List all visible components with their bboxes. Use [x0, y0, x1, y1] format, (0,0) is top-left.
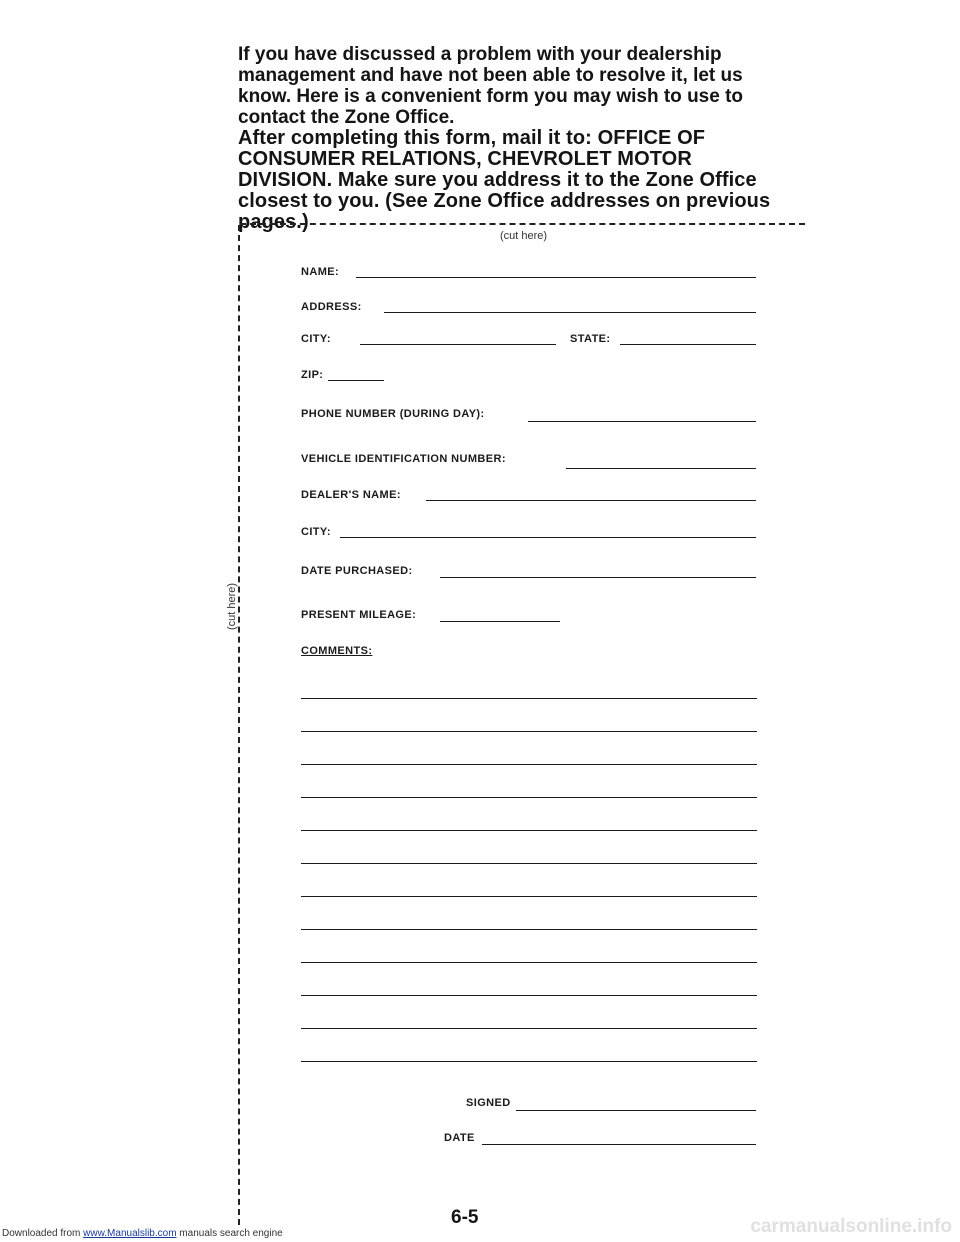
address-field[interactable]	[384, 312, 756, 313]
dealer-name-label: DEALER'S NAME:	[301, 489, 401, 501]
comment-line-3[interactable]	[301, 764, 757, 765]
watermark: carmanualsonline.info	[750, 1216, 952, 1237]
phone-label: PHONE NUMBER (DURING DAY):	[301, 408, 485, 420]
date-label: DATE	[444, 1132, 475, 1144]
comment-line-4[interactable]	[301, 797, 757, 798]
comment-line-9[interactable]	[301, 962, 757, 963]
comment-line-2[interactable]	[301, 731, 757, 732]
dealer-name-field[interactable]	[426, 500, 756, 501]
dealer-city-label: CITY:	[301, 526, 331, 538]
page-number: 6-5	[451, 1207, 479, 1228]
comment-line-12[interactable]	[301, 1061, 757, 1062]
comment-line-1[interactable]	[301, 698, 757, 699]
cut-line-top	[240, 223, 805, 225]
phone-field[interactable]	[528, 421, 756, 422]
vin-label: VEHICLE IDENTIFICATION NUMBER:	[301, 453, 506, 465]
comment-line-11[interactable]	[301, 1028, 757, 1029]
footer-suffix: manuals search engine	[176, 1228, 283, 1239]
signed-field[interactable]	[516, 1110, 756, 1111]
state-label: STATE:	[570, 333, 611, 345]
date-purchased-field[interactable]	[440, 577, 756, 578]
zip-label: ZIP:	[301, 369, 324, 381]
mileage-field[interactable]	[440, 621, 560, 622]
footer-prefix: Downloaded from	[2, 1228, 84, 1239]
intro-text	[238, 44, 786, 233]
city-field[interactable]	[360, 344, 556, 345]
cut-here-label-side: (cut here)	[226, 582, 238, 630]
state-field[interactable]	[620, 344, 756, 345]
name-label: NAME:	[301, 266, 340, 278]
name-field[interactable]	[356, 277, 756, 278]
cut-line-left	[238, 225, 240, 1225]
date-field[interactable]	[482, 1144, 756, 1145]
comment-line-8[interactable]	[301, 929, 757, 930]
vin-field[interactable]	[566, 468, 756, 469]
download-footer	[2, 1228, 283, 1239]
signed-label: SIGNED	[466, 1097, 511, 1109]
cut-here-label-top: (cut here)	[500, 230, 548, 242]
zip-field[interactable]	[328, 380, 384, 381]
mileage-label: PRESENT MILEAGE:	[301, 609, 417, 621]
comment-line-5[interactable]	[301, 830, 757, 831]
dealer-city-field[interactable]	[340, 537, 756, 538]
comment-line-10[interactable]	[301, 995, 757, 996]
comment-line-6[interactable]	[301, 863, 757, 864]
address-label: ADDRESS:	[301, 301, 362, 313]
comment-line-7[interactable]	[301, 896, 757, 897]
intro-paragraph-2: After completing this form, mail it to: OFFICE OF CONSUMER RELATIONS, CHEVROLET MOTOR DIVISION. Make sure you address it to the Zone Office closest to you. (See Zone Office addresses on previous pages.)	[238, 127, 771, 233]
city-label: CITY:	[301, 333, 331, 345]
date-purchased-label: DATE PURCHASED:	[301, 565, 413, 577]
intro-paragraph-1: If you have discussed a problem with your dealership management and have not been able to resolve it, let us know. Here is a convenient form you may wish to use to contact the Zone Office.	[238, 44, 744, 128]
comments-label: COMMENTS:	[301, 645, 373, 657]
manualslib-link[interactable]: www.Manualslib.com	[83, 1228, 177, 1239]
